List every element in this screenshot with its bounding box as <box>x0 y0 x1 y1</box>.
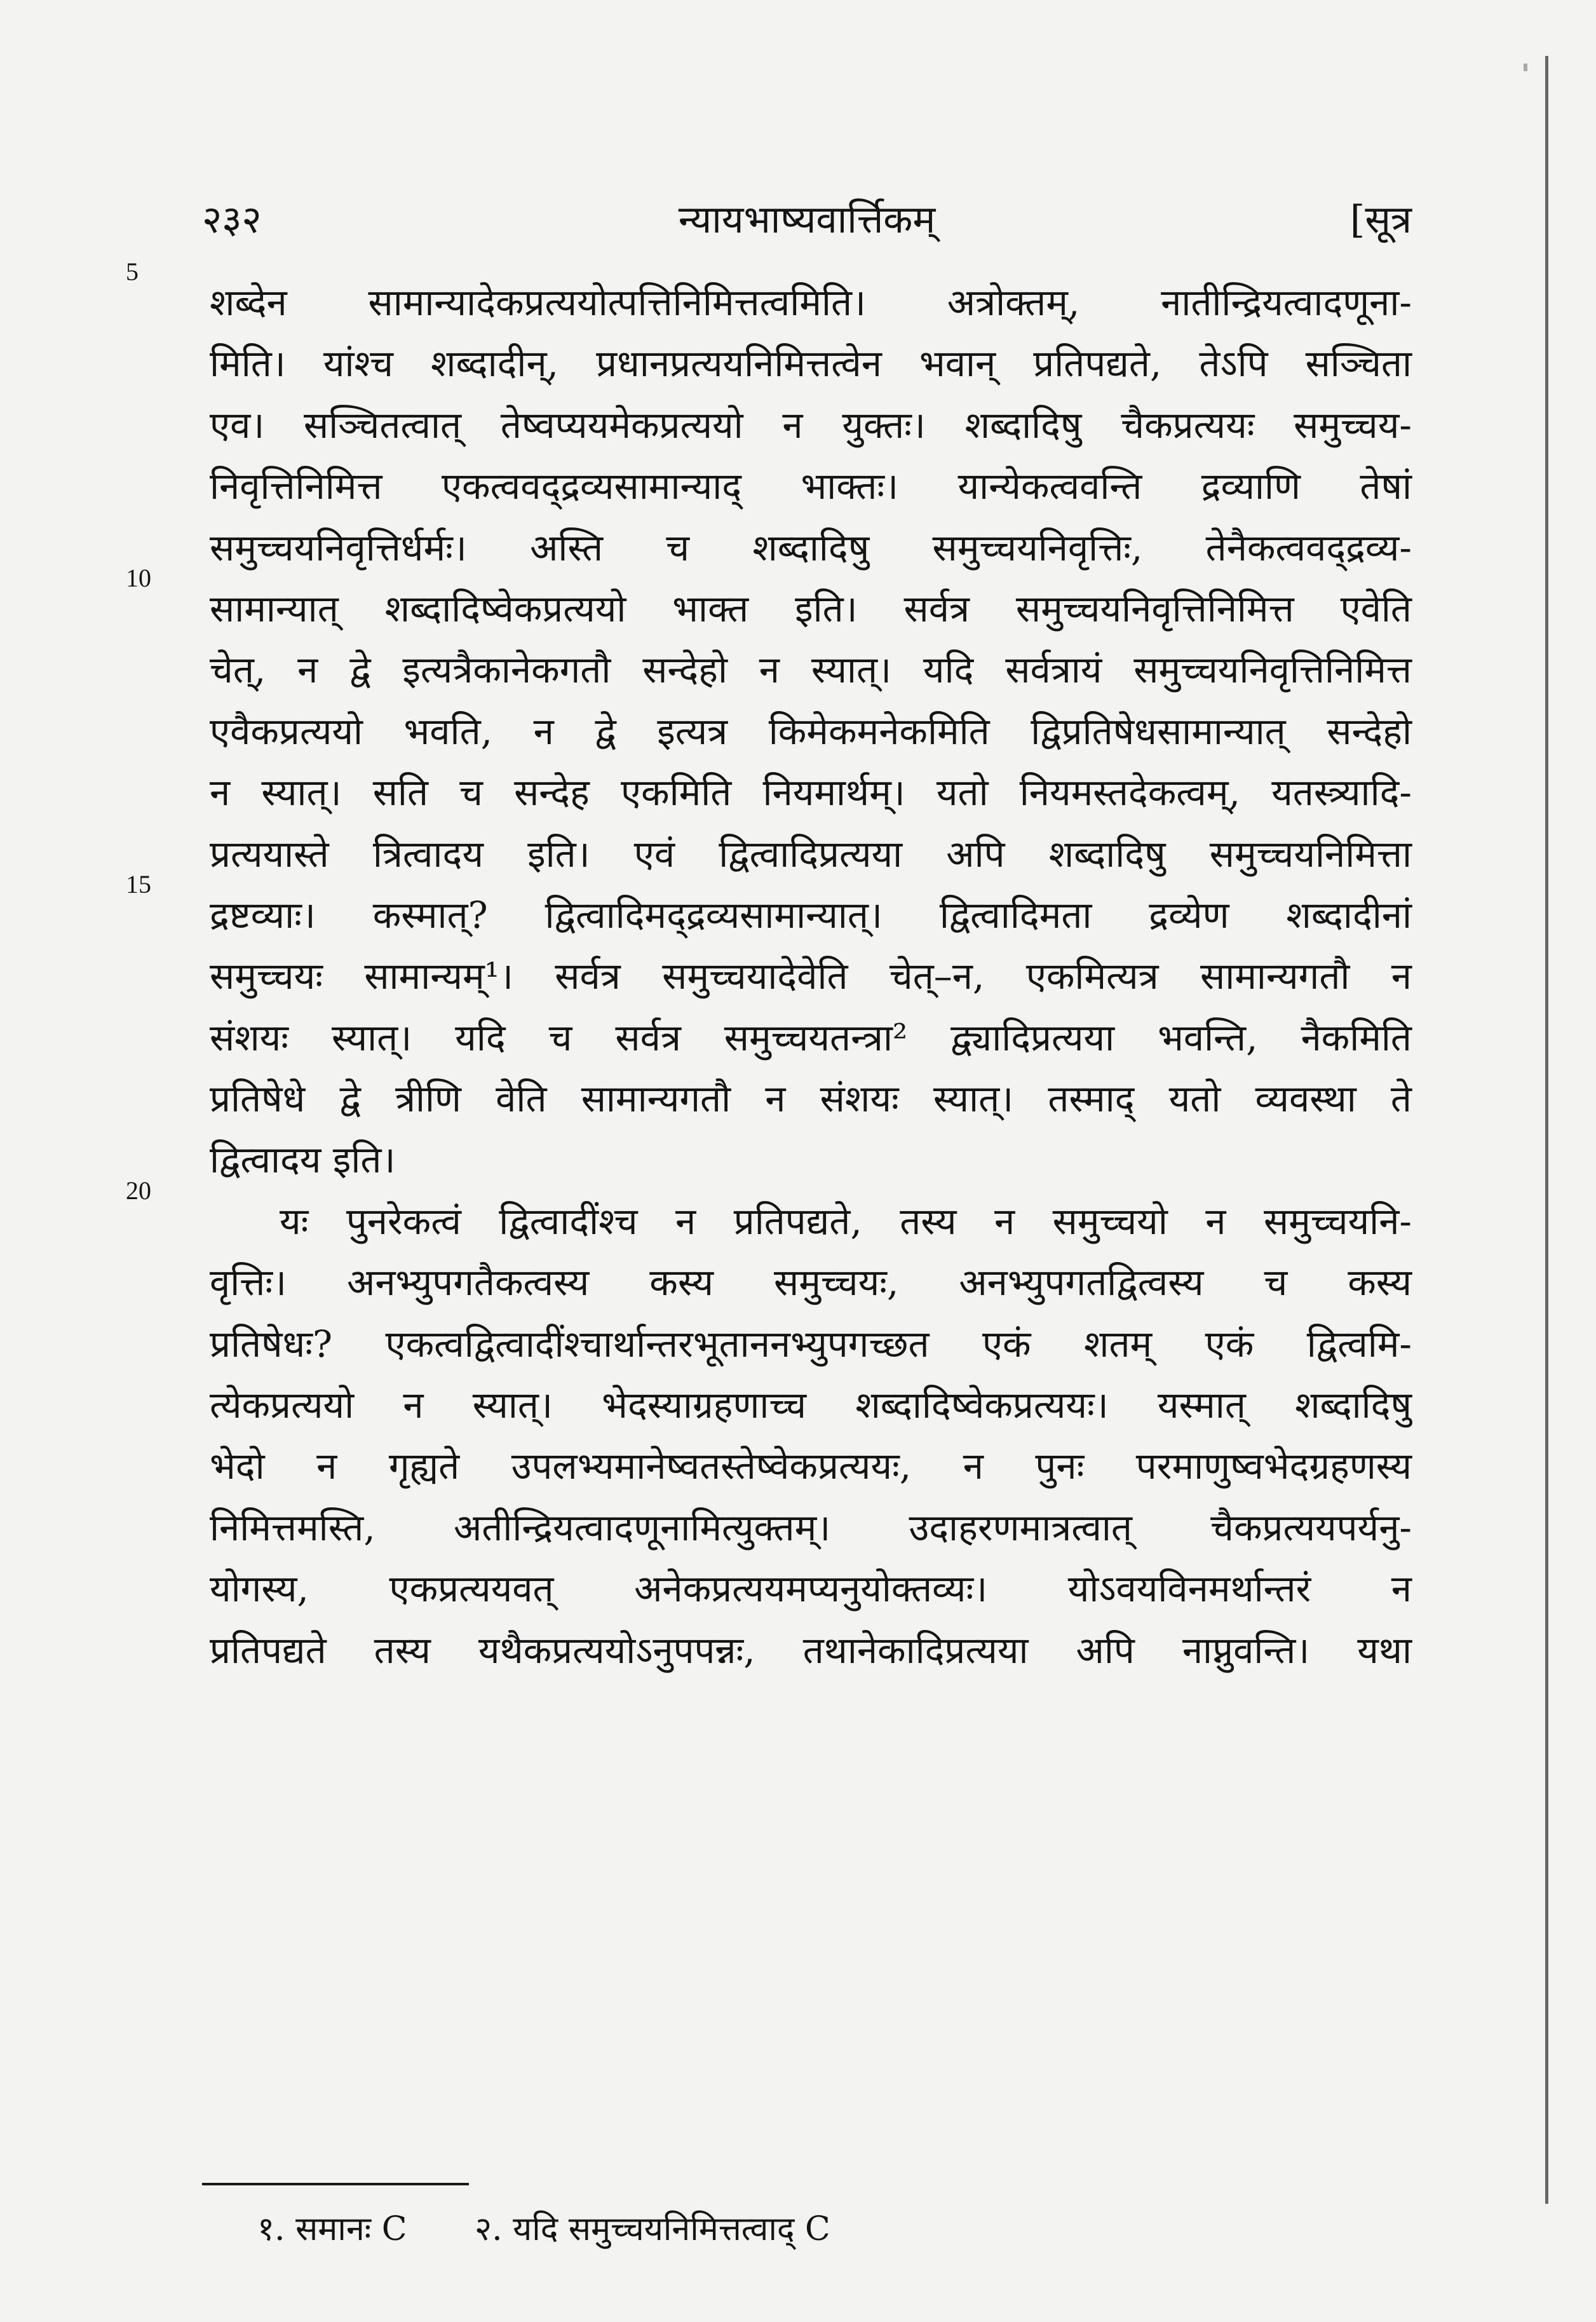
line-number-10: 10 <box>126 564 151 592</box>
text-line: योगस्य, एकप्रत्ययवत् अनेकप्रत्ययमप्यनुयोक्तव्यः। योऽवयविनमर्थान्तरं न <box>210 1567 1412 1611</box>
footnotes <box>257 2205 888 2250</box>
text-line: निवृत्तिनिमित्त एकत्ववद्द्रव्यसामान्याद् भाक्तः। यान्येकत्ववन्ति द्रव्याणि तेषां <box>210 465 1412 508</box>
text-line: एव। सञ्चितत्वात् तेष्वप्ययमेकप्रत्ययो न युक्तः। शब्दादिषु चैकप्रत्ययः समुच्चय- <box>210 403 1412 447</box>
text-line: शब्देन सामान्यादेकप्रत्ययोत्पत्तिनिमित्तत्वमिति। अत्रोक्तम्, नातीन्द्रियत्वादणूना- <box>210 281 1412 324</box>
line-number-15: 15 <box>126 870 151 899</box>
text-line: चेत्, न द्वे इत्यत्रैकानेकगतौ सन्देहो न स्यात्। यदि सर्वत्रायं समुच्चयनिवृत्तिनिमित्त <box>210 648 1412 692</box>
text-line: द्रष्टव्याः। कस्मात्? द्वित्वादिमद्द्रव्यसामान्यात्। द्वित्वादिमता द्रव्येण शब्दादीनां <box>210 893 1412 937</box>
page-number: २३२ <box>202 198 262 242</box>
running-header <box>202 192 1412 255</box>
text-line: वृत्तिः। अनभ्युपगतैकत्वस्य कस्य समुच्चयः, अनभ्युपगतद्वित्वस्य च कस्य <box>210 1261 1412 1305</box>
line-number-5: 5 <box>126 257 139 286</box>
main-text <box>210 272 1412 1681</box>
text-line: द्वित्वादय इति। <box>210 1138 396 1182</box>
text-line: निमित्तमस्ति, अतीन्द्रियत्वादणूनामित्युक्तम्। उदाहरणमात्रत्वात् चैकप्रत्ययपर्यनु- <box>210 1505 1412 1549</box>
text-line: प्रतिषेधः? एकत्वद्वित्वादींश्चार्थान्तरभूताननभ्युपगच्छत एकं शतम् एकं द्वित्वमि- <box>210 1322 1412 1366</box>
text-line: प्रत्ययास्ते त्रित्वादय इति। एवं द्वित्वादिप्रत्यया अपि शब्दादिषु समुच्चयनिमित्ता <box>210 832 1412 876</box>
section-label: [सूत्र <box>1349 198 1412 242</box>
footnote-divider <box>202 2183 469 2185</box>
text-line: समुच्चयनिवृत्तिर्धर्मः। अस्ति च शब्दादिषु समुच्चयनिवृत्तिः, तेनैकत्ववद्द्रव्य- <box>210 526 1412 569</box>
page-edge-shadow <box>1545 56 1548 2204</box>
book-title: न्यायभाष्यवार्त्तिकम् <box>678 198 936 242</box>
scan-speck <box>1524 64 1527 71</box>
text-line: त्येकप्रत्ययो न स्यात्। भेदस्याग्रहणाच्च शब्दादिष्वेकप्रत्ययः। यस्मात् शब्दादिषु <box>210 1383 1412 1427</box>
footnote-1: १. समानः C <box>257 2210 407 2248</box>
text-line: प्रतिपद्यते तस्य यथैकप्रत्ययोऽनुपपन्नः, तथानेकादिप्रत्यया अपि नाप्नुवन्ति। यथा <box>210 1628 1412 1672</box>
line-number-20: 20 <box>126 1176 151 1205</box>
text-line: एवैकप्रत्ययो भवति, न द्वे इत्यत्र किमेकमनेकमिति द्विप्रतिषेधसामान्यात् सन्देहो <box>210 709 1412 753</box>
text-line: सामान्यात् शब्दादिष्वेकप्रत्ययो भाक्त इति। सर्वत्र समुच्चयनिवृत्तिनिमित्त एवेति <box>210 587 1412 630</box>
text-line: संशयः स्यात्। यदि च सर्वत्र समुच्चयतन्त्रा² द्व्यादिप्रत्यया भवन्ति, नैकमिति <box>210 1015 1412 1059</box>
text-line: यः पुनरेकत्वं द्वित्वादींश्च न प्रतिपद्यते, तस्य न समुच्चयो न समुच्चयनि- <box>280 1199 1412 1243</box>
text-line: न स्यात्। सति च सन्देह एकमिति नियमार्थम्। यतो नियमस्तदेकत्वम्, यतस्त्र्यादि- <box>210 771 1412 815</box>
text-line: प्रतिषेधे द्वे त्रीणि वेति सामान्यगतौ न संशयः स्यात्। तस्माद् यतो व्यवस्था ते <box>210 1077 1412 1121</box>
text-line: समुच्चयः सामान्यम्¹। सर्वत्र समुच्चयादेवेति चेत्–न, एकमित्यत्र सामान्यगतौ न <box>210 954 1412 998</box>
text-line: मिति। यांश्च शब्दादीन्, प्रधानप्रत्ययनिमित्तत्वेन भवान् प्रतिपद्यते, तेऽपि सञ्चिता <box>210 342 1412 386</box>
text-line: भेदो न गृह्यते उपलभ्यमानेष्वतस्तेष्वेकप्रत्ययः, न पुनः परमाणुष्वभेदग्रहणस्य <box>210 1444 1412 1488</box>
footnote-2: २. यदि समुच्चयनिमित्तत्वाद् C <box>475 2210 830 2248</box>
